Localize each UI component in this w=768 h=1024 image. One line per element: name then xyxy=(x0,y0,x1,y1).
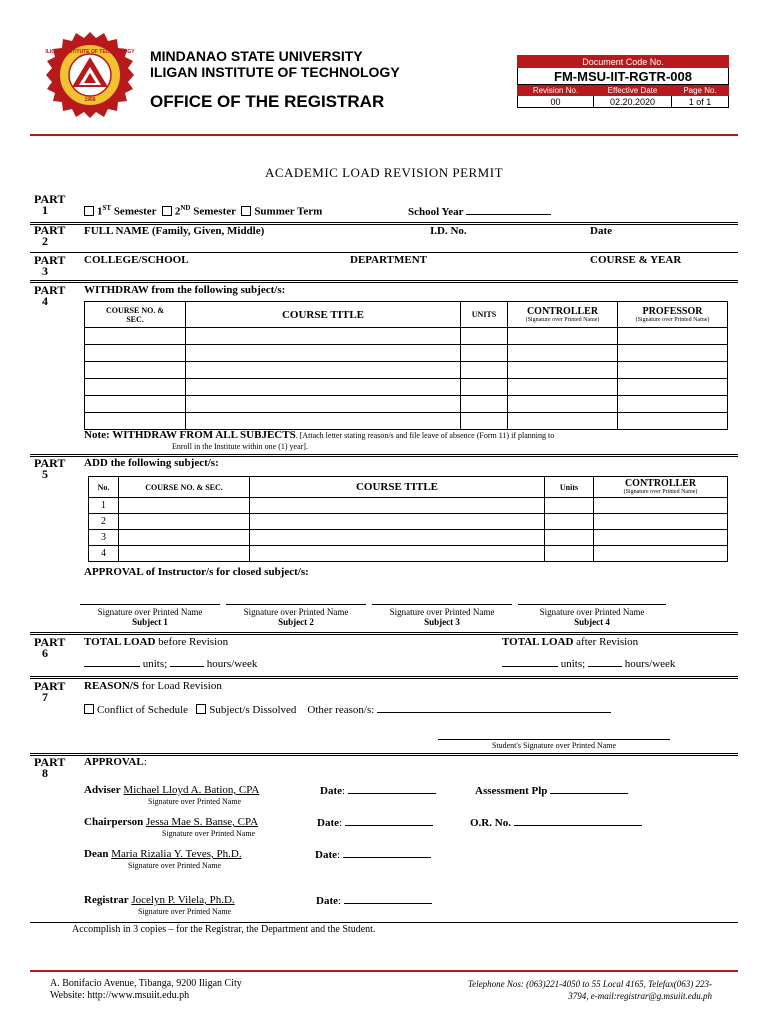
units-before-field[interactable] xyxy=(84,657,140,667)
part-4-label: PART 4 xyxy=(34,283,66,308)
subject-3-signature[interactable]: Signature over Printed Name Subject 3 xyxy=(372,604,512,627)
withdraw-col-course-no: COURSE NO. & SEC. xyxy=(85,302,186,328)
total-after-fields: units; hours/week xyxy=(502,657,675,670)
adviser-row: Adviser Michael Lloyd A. Bation, CPA xyxy=(84,784,260,796)
office-name: OFFICE OF THE REGISTRAR xyxy=(150,92,385,111)
registrar-sig-label: Signature over Printed Name xyxy=(138,907,232,916)
conflict-schedule-checkbox[interactable] xyxy=(84,704,94,714)
part-7-label: PART 7 xyxy=(34,679,66,704)
dean-sig-label: Signature over Printed Name xyxy=(128,861,222,870)
chair-name: Jessa Mae S. Banse, CPA xyxy=(146,816,259,828)
chair-sig-label: Signature over Printed Name xyxy=(162,829,256,838)
subject-2-signature[interactable]: Signature over Printed Name Subject 2 xyxy=(226,604,366,627)
add-col-course-no: COURSE NO. & SEC. xyxy=(119,477,250,498)
full-name-label: FULL NAME (Family, Given, Middle) xyxy=(84,225,265,237)
page-no-label: Page No. xyxy=(672,85,729,96)
divider-8 xyxy=(30,922,738,923)
part-8-label: PART 8 xyxy=(34,755,66,780)
add-row[interactable]: 1 xyxy=(89,498,728,514)
approval-heading: APPROVAL: xyxy=(84,756,147,768)
revision-value: 00 xyxy=(518,96,594,108)
withdraw-row[interactable] xyxy=(85,379,728,396)
dean-date: Date: xyxy=(315,848,431,861)
institute-name: ILIGAN INSTITUTE OF TECHNOLOGY xyxy=(150,64,400,80)
hours-before-field[interactable] xyxy=(170,657,204,667)
university-name: MINDANAO STATE UNIVERSITY xyxy=(150,48,363,64)
part-1-label: PART 1 xyxy=(34,192,66,217)
total-before-label: TOTAL LOAD before Revision xyxy=(84,636,229,648)
withdraw-row[interactable] xyxy=(85,345,728,362)
add-col-title: COURSE TITLE xyxy=(250,477,545,498)
seal-year: 1968 xyxy=(84,97,96,103)
assessment-row: Assessment Plp xyxy=(475,784,628,797)
withdraw-row[interactable] xyxy=(85,362,728,379)
college-label: COLLEGE/SCHOOL xyxy=(84,254,189,266)
effective-date-value: 02.20.2020 xyxy=(594,96,672,108)
withdraw-col-professor: PROFESSOR (Signature over Printed Name) xyxy=(618,302,728,328)
registrar-date-field[interactable] xyxy=(344,894,432,904)
withdraw-note: Note: WITHDRAW FROM ALL SUBJECTS. [Attach letter stating reason/s and file leave of absence (Form 11) if planning to Enroll in the Institute within one (1) year]. xyxy=(84,429,555,451)
add-col-no: No. xyxy=(89,477,119,498)
subject-dissolved-checkbox[interactable] xyxy=(196,704,206,714)
summer-term-checkbox[interactable] xyxy=(241,206,251,216)
first-semester-checkbox[interactable] xyxy=(84,206,94,216)
divider-6 xyxy=(30,676,738,679)
add-row[interactable]: 3 xyxy=(89,530,728,546)
add-table xyxy=(88,476,728,562)
document-code-table xyxy=(517,55,729,108)
part-2-label: PART 2 xyxy=(34,223,66,248)
accomplish-note: Accomplish in 3 copies – for the Registrar, the Department and the Student. xyxy=(72,924,376,935)
reasons-heading: REASON/S for Load Revision xyxy=(84,680,222,692)
header-divider xyxy=(30,134,738,136)
instructor-signatures xyxy=(80,592,680,632)
id-no-label: I.D. No. xyxy=(430,225,467,237)
add-heading: ADD the following subject/s: xyxy=(84,457,219,469)
part-5-label: PART 5 xyxy=(34,456,66,481)
school-year-field[interactable] xyxy=(466,205,551,215)
divider-3 xyxy=(30,280,738,283)
assessment-field[interactable] xyxy=(550,784,628,794)
doc-code-label: Document Code No. xyxy=(518,56,729,68)
registrar-row: Registrar Jocelyn P. Vilela, Ph.D. xyxy=(84,894,235,906)
withdraw-row[interactable] xyxy=(85,328,728,345)
divider-5 xyxy=(30,632,738,635)
footer-phone: Telephone Nos: (063)221-4050 to 55 Local 4165, Telefax(063) 223- 3794, e-mail:registrar@g.msuiit.edu.ph xyxy=(467,979,712,1001)
withdraw-col-units: UNITS xyxy=(461,302,508,328)
footer-address: A. Bonifacio Avenue, Tibanga, 9200 Iligan City xyxy=(50,978,242,989)
subject-4-signature[interactable]: Signature over Printed Name Subject 4 xyxy=(518,604,666,627)
student-signature[interactable]: Student's Signature over Printed Name xyxy=(438,739,670,750)
withdraw-row[interactable] xyxy=(85,396,728,413)
total-after-label: TOTAL LOAD after Revision xyxy=(502,636,639,648)
add-row[interactable]: 2 xyxy=(89,514,728,530)
footer-website: Website: http://www.msuiit.edu.ph xyxy=(50,990,190,1001)
adviser-name: Michael Lloyd A. Bation, CPA xyxy=(123,784,260,796)
revision-label: Revision No. xyxy=(518,85,594,96)
units-after-field[interactable] xyxy=(502,657,558,667)
seal-text: ILIGAN INSTITUTE OF TECHNOLOGY xyxy=(45,49,135,55)
registrar-date: Date: xyxy=(316,894,432,907)
school-year-label: School Year xyxy=(408,205,551,218)
department-label: DEPARTMENT xyxy=(350,254,428,266)
withdraw-col-title: COURSE TITLE xyxy=(186,302,461,328)
doc-code-value: FM-MSU-IIT-RGTR-008 xyxy=(518,68,729,85)
divider-2 xyxy=(30,252,738,253)
add-col-units: Units xyxy=(545,477,594,498)
registrar-name: Jocelyn P. Vilela, Ph.D. xyxy=(131,894,235,906)
adviser-sig-label: Signature over Printed Name xyxy=(148,797,242,806)
institution-seal xyxy=(38,30,142,120)
withdraw-col-controller: CONTROLLER (Signature over Printed Name) xyxy=(508,302,618,328)
semester-options: 1ST Semester 2ND Semester Summer Term xyxy=(84,204,322,218)
dean-name: Maria Rizalia Y. Teves, Ph.D. xyxy=(111,848,242,860)
part-3-label: PART 3 xyxy=(34,253,66,278)
reasons-options: Conflict of Schedule Subject/s Dissolved Other reason/s: xyxy=(84,703,611,716)
withdraw-row[interactable] xyxy=(85,413,728,430)
other-reason-field[interactable] xyxy=(377,703,611,713)
add-col-controller: CONTROLLER (Signature over Printed Name) xyxy=(594,477,728,498)
second-semester-checkbox[interactable] xyxy=(162,206,172,216)
dean-date-field[interactable] xyxy=(343,848,431,858)
withdraw-heading: WITHDRAW from the following subject/s: xyxy=(84,284,286,296)
effective-date-label: Effective Date xyxy=(594,85,672,96)
page-no-value: 1 of 1 xyxy=(672,96,729,108)
dean-row: Dean Maria Rizalia Y. Teves, Ph.D. xyxy=(84,848,242,860)
or-no-field[interactable] xyxy=(514,816,642,826)
date-label: Date xyxy=(590,225,612,237)
withdraw-table xyxy=(84,301,728,430)
adviser-date: Date: xyxy=(320,784,436,797)
subject-1-signature[interactable]: Signature over Printed Name Subject 1 xyxy=(80,604,220,627)
course-year-label: COURSE & YEAR xyxy=(590,254,682,266)
hours-after-field[interactable] xyxy=(588,657,622,667)
instructor-approval-heading: APPROVAL of Instructor/s for closed subject/s: xyxy=(84,566,309,578)
adviser-date-field[interactable] xyxy=(348,784,436,794)
chair-date-field[interactable] xyxy=(345,816,433,826)
or-no-row: O.R. No. xyxy=(470,816,642,829)
part-6-label: PART 6 xyxy=(34,635,66,660)
total-before-fields: units; hours/week xyxy=(84,657,257,670)
add-row[interactable]: 4 xyxy=(89,546,728,562)
chair-row: Chairperson Jessa Mae S. Banse, CPA xyxy=(84,816,259,828)
form-title: ACADEMIC LOAD REVISION PERMIT xyxy=(264,165,504,180)
chair-date: Date: xyxy=(317,816,433,829)
footer-divider xyxy=(30,970,738,972)
